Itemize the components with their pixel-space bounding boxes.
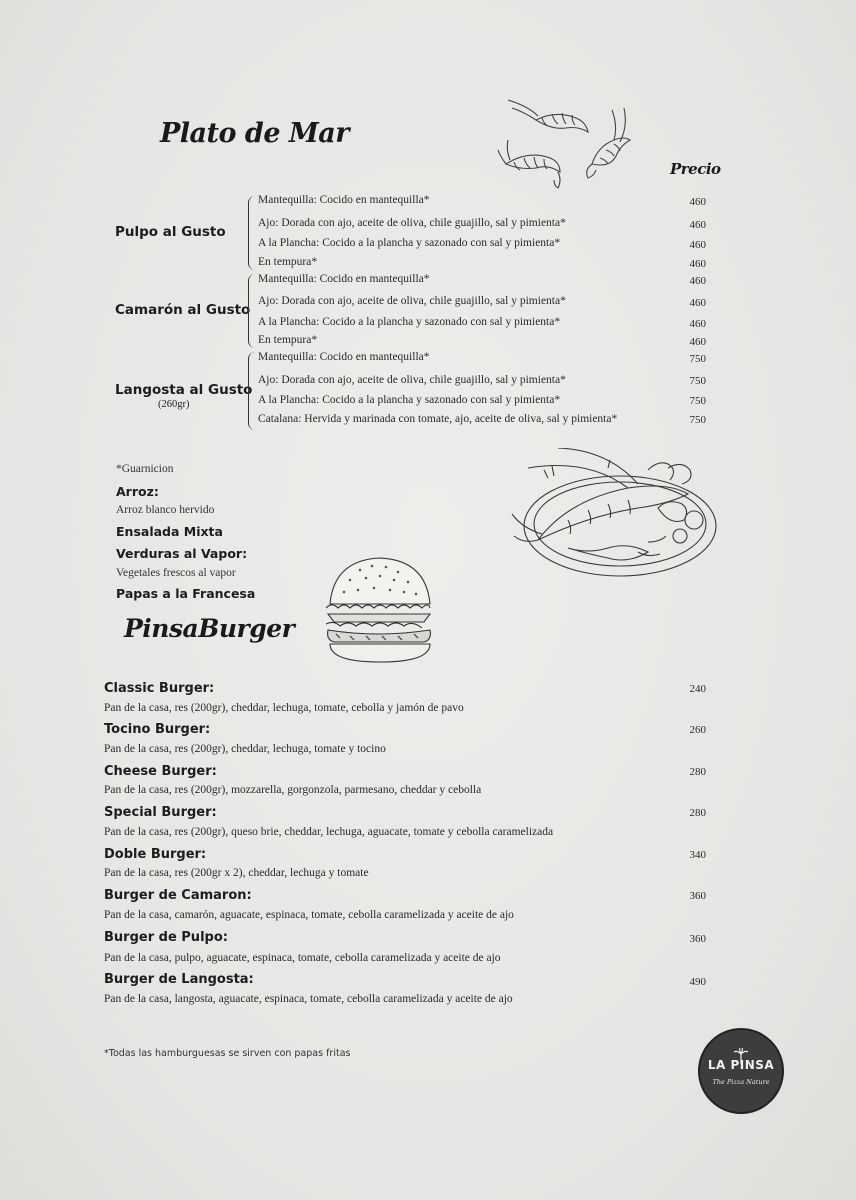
side-item-name: Papas a la Francesa (116, 586, 256, 601)
burger-item-desc: Pan de la casa, res (200gr), cheddar, lechuga, tomate y tocino (104, 743, 386, 755)
burger-item-price: 280 (689, 807, 706, 819)
burger-item-price: 240 (689, 683, 706, 695)
option-price: 460 (689, 219, 706, 231)
burger-item-name: Burger de Camaron: (104, 888, 252, 903)
option-text: Ajo: Dorada con ajo, aceite de oliva, chile guajillo, sal y pimienta* (258, 295, 566, 307)
logo-name: LA PINSA (707, 1058, 775, 1072)
burger-footnote: *Todas las hamburguesas se sirven con papas fritas (104, 1048, 351, 1059)
option-text: En tempura* (258, 334, 318, 346)
side-item-name: Arroz: (116, 484, 159, 499)
brace (248, 274, 255, 348)
burger-item-price: 260 (689, 724, 706, 736)
option-price: 460 (689, 239, 706, 251)
section-title-pinsaburger: PinsaBurger (124, 614, 295, 643)
price-header: Precio (670, 160, 721, 178)
burger-item-name: Burger de Pulpo: (104, 930, 228, 945)
burger-item-name: Doble Burger: (104, 847, 207, 862)
burger-item-desc: Pan de la casa, res (200gr x 2), cheddar, lechuga y tomate (104, 867, 369, 879)
brand-logo (698, 1028, 784, 1114)
option-price: 750 (689, 414, 706, 426)
option-price: 750 (689, 375, 706, 387)
burger-item-name: Cheese Burger: (104, 764, 217, 779)
option-text: A la Plancha: Cocido a la plancha y sazonado con sal y pimienta* (258, 316, 561, 328)
option-text: Mantequilla: Cocido en mantequilla* (258, 351, 430, 363)
option-text: Ajo: Dorada con ajo, aceite de oliva, chile guajillo, sal y pimienta* (258, 217, 566, 229)
burger-item-price: 340 (689, 849, 706, 861)
option-price: 460 (689, 258, 706, 270)
dish-subtitle: (260gr) (158, 399, 190, 410)
burger-item-name: Tocino Burger: (104, 722, 211, 737)
burger-item-price: 360 (689, 890, 706, 902)
option-text: Catalana: Hervida y marinada con tomate, ajo, aceite de oliva, sal y pimienta* (258, 413, 618, 425)
side-item-desc: Arroz blanco hervido (116, 504, 215, 516)
option-price: 750 (689, 353, 706, 365)
option-text: Mantequilla: Cocido en mantequilla* (258, 194, 430, 206)
dish-pulpo-al-gusto: Pulpo al Gusto (115, 224, 226, 240)
shrimp-illustration (496, 98, 636, 194)
option-text: Mantequilla: Cocido en mantequilla* (258, 273, 430, 285)
logo-tagline: The Pizza Nature (712, 1078, 770, 1086)
burger-illustration (320, 552, 438, 670)
brace (248, 352, 255, 430)
guarnicion-note: *Guarnicion (116, 463, 174, 475)
side-item-desc: Vegetales frescos al vapor (116, 567, 236, 579)
burger-item-name: Special Burger: (104, 805, 217, 820)
seafood-platter-illustration (508, 448, 720, 584)
burger-item-price: 360 (689, 933, 706, 945)
option-price: 460 (689, 318, 706, 330)
option-price: 460 (689, 196, 706, 208)
dish-camaron-al-gusto: Camarón al Gusto (115, 302, 251, 318)
burger-item-desc: Pan de la casa, langosta, aguacate, espinaca, tomate, cebolla caramelizada y aceite de ajo (104, 993, 513, 1005)
option-text: A la Plancha: Cocido a la plancha y sazonado con sal y pimienta* (258, 237, 561, 249)
burger-item-price: 280 (689, 766, 706, 778)
option-price: 460 (689, 275, 706, 287)
option-text: Ajo: Dorada con ajo, aceite de oliva, chile guajillo, sal y pimienta* (258, 374, 566, 386)
section-title-plato-de-mar: Plato de Mar (160, 118, 349, 149)
burger-item-name: Burger de Langosta: (104, 972, 254, 987)
burger-item-desc: Pan de la casa, camarón, aguacate, espinaca, tomate, cebolla caramelizada y aceite de ajo (104, 909, 514, 921)
burger-item-price: 490 (689, 976, 706, 988)
option-price: 750 (689, 395, 706, 407)
burger-item-name: Classic Burger: (104, 681, 215, 696)
option-price: 460 (689, 336, 706, 348)
burger-item-desc: Pan de la casa, res (200gr), mozzarella, gorgonzola, parmesano, cheddar y cebolla (104, 784, 482, 796)
burger-item-desc: Pan de la casa, pulpo, aguacate, espinaca, tomate, cebolla caramelizada y aceite de ajo (104, 952, 501, 964)
option-text: En tempura* (258, 256, 318, 268)
option-text: A la Plancha: Cocido a la plancha y sazonado con sal y pimienta* (258, 394, 561, 406)
side-item-name: Ensalada Mixta (116, 524, 223, 539)
palm-tree-icon (734, 1048, 748, 1064)
burger-item-desc: Pan de la casa, res (200gr), cheddar, lechuga, tomate, cebolla y jamón de pavo (104, 702, 464, 714)
dish-langosta-al-gusto: Langosta al Gusto (115, 382, 253, 398)
brace (248, 196, 255, 270)
option-price: 460 (689, 297, 706, 309)
side-item-name: Verduras al Vapor: (116, 546, 248, 561)
burger-item-desc: Pan de la casa, res (200gr), queso brie, cheddar, lechuga, aguacate, tomate y cebolla caramelizada (104, 826, 554, 838)
